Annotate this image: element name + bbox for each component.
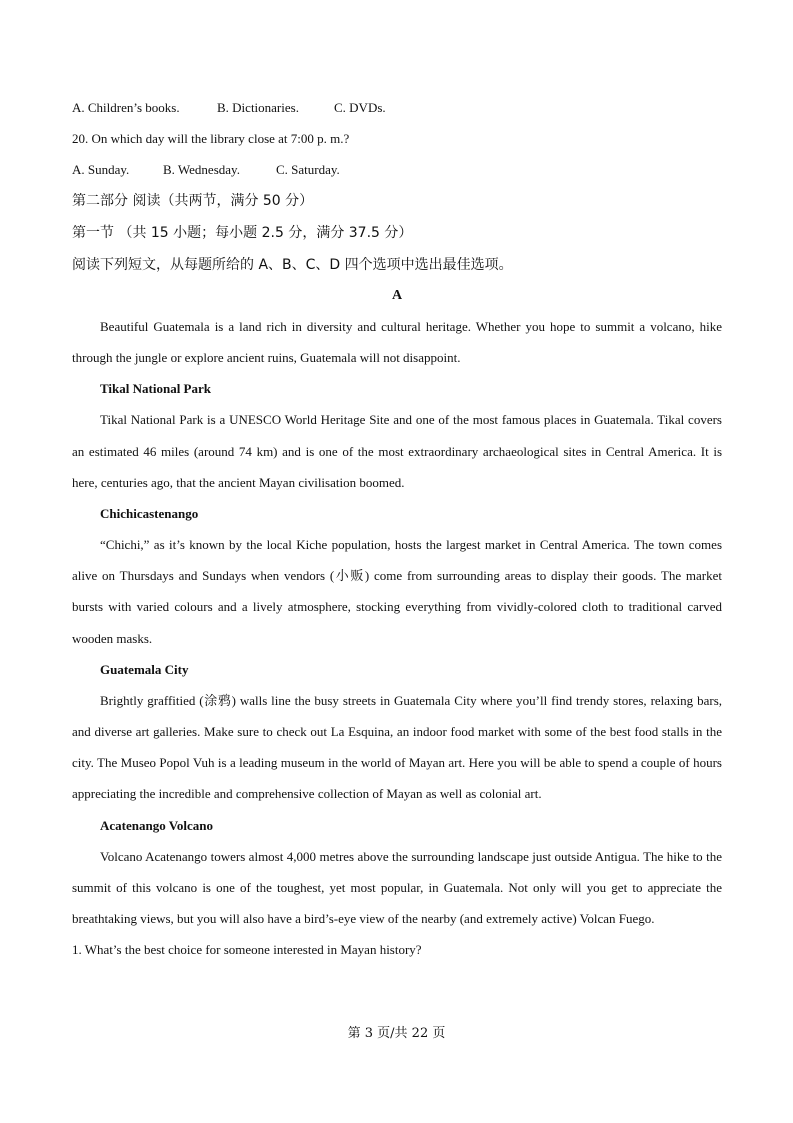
section-heading: Guatemala City [100, 661, 189, 677]
section-heading: Tikal National Park [100, 381, 212, 397]
instruction: 阅读下列短文，从每题所给的 A、B、C、D 四个选项中选出最佳选项。 [72, 257, 513, 273]
section-heading: Chichicastenango [100, 506, 199, 522]
passage-intro: Beautiful Guatemala is a land rich in diversity and cultural heritage. Whether you hope to summit a volcano, hike through the jungle or explore ancient ruins, Guatemala will not disappoint. [72, 319, 722, 366]
part2-title: 第二部分 阅读（共两节，满分 50 分） [72, 193, 314, 209]
option-c: C. DVDs. [334, 100, 386, 115]
section-text: Brightly graffitied (涂鸦) walls line the busy streets in Guatemala City where you’ll find trendy stores, relaxing bars, and diverse art galleries. Make sure to check out La Esquina, an indoor food market with some of the best food stalls in the city. The Museo Popol Vuh is a leading museum in the world of Mayan art. Here you will be able to spend a couple of hours appreciating the incredible and comprehensive collection of Mayan as well as colonial art. [72, 692, 722, 802]
option-a: A. Children’s books. [72, 100, 180, 115]
option-b: B. Dictionaries. [217, 100, 299, 115]
q20-options [72, 154, 722, 185]
section-text: Volcano Acatenango towers almost 4,000 metres above the surrounding landscape just outside Antigua. The hike to the summit of this volcano is one of the toughest, yet most popular, in Guatemala. Not only will you get to appreciate the breathtaking views, but you will also have a bird’s-eye view of the nearby (and extremely active) Volcan Fuego. [72, 848, 722, 927]
page-content [72, 92, 722, 965]
q19-options [72, 92, 722, 123]
section1-title: 第一节 （共 15 小题；每小题 2.5 分，满分 37.5 分） [72, 225, 413, 241]
section-text: “Chichi,” as it’s known by the local Kiche population, hosts the largest market in Central America. The town comes alive on Thursdays and Sundays when vendors (小贩) come from surrounding areas to display their goods. The market bursts with varied colours and a lively atmosphere, stocking everything from vividly-colored cloth to traditional carved wooden masks. [72, 537, 722, 646]
option-a: A. Sunday. [72, 162, 130, 177]
section-heading: Acatenango Volcano [100, 817, 214, 833]
section-text: Tikal National Park is a UNESCO World Heritage Site and one of the most famous places in Guatemala. Tikal covers an estimated 46 miles (around 74 km) and is one of the most extraordinary archaeological sites in Central America. It is here, centuries ago, that the ancient Mayan civilisation boomed. [72, 412, 722, 490]
passage-label: A [391, 288, 403, 303]
option-b: B. Wednesday. [163, 162, 240, 177]
option-c: C. Saturday. [276, 162, 340, 177]
page-footer: 第 3 页/共 22 页 [347, 1026, 446, 1041]
q20-question: 20. On which day will the library close at 7:00 p. m.? [72, 131, 350, 146]
question-1: 1. What’s the best choice for someone interested in Mayan history? [72, 942, 422, 958]
